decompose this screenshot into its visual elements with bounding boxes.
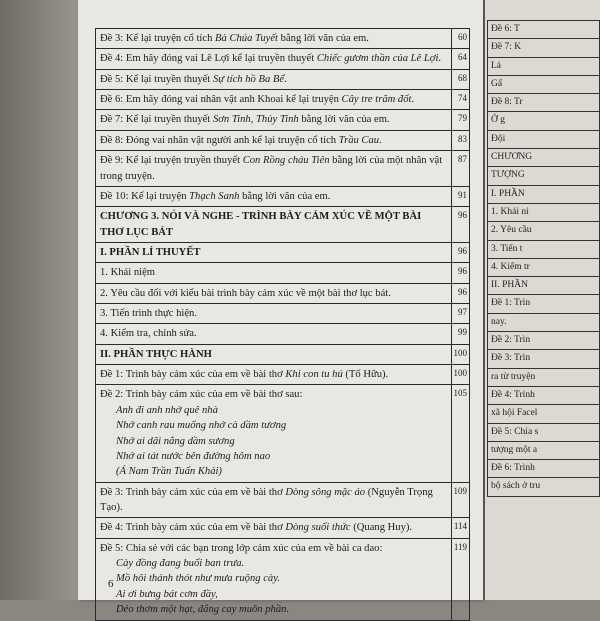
toc-page-number: 96 [451, 263, 470, 283]
toc-row [96, 49, 470, 69]
toc-page-number: 96 [451, 283, 470, 303]
poem-line: (Á Nam Trần Tuấn Khải) [116, 466, 222, 478]
toc-entry-text: Sơn Tinh, Thủy Tinh [212, 114, 299, 126]
toc-entry [96, 365, 452, 385]
right-toc-row [488, 460, 600, 478]
toc-entry-text: bằng lời văn của em. [278, 33, 369, 44]
right-toc-entry: I. PHẦN [488, 185, 600, 203]
toc-row [96, 207, 470, 243]
right-toc-row [488, 75, 600, 93]
right-toc-row [488, 258, 600, 276]
right-toc-row [488, 277, 600, 295]
toc-entry [96, 283, 452, 303]
toc-entry-text: Đề 8: Đóng vai nhân vật người anh kể lại truyện cổ tích [100, 134, 339, 146]
toc-entry-text: CHƯƠNG 3. NÓI VÀ NGHE - TRÌNH BÀY CẢM XÚC VỀ MỘT BÀI THƠ LỤC BÁT [100, 211, 422, 238]
toc-entry-text: II. PHẦN THỰC HÀNH [100, 348, 212, 360]
toc-entry-text: . [379, 134, 382, 146]
toc-row [96, 151, 470, 187]
toc-entry-text: (Tố Hữu). [342, 369, 389, 381]
toc-entry [96, 29, 452, 49]
right-toc-entry: ra từ truyện [488, 368, 600, 386]
right-toc-entry: CHƯƠNG [488, 149, 600, 167]
poem-line: Nhớ canh rau muống nhớ cà dầm tương [116, 420, 287, 432]
right-toc-row [488, 368, 600, 386]
toc-entry-text: . [411, 94, 415, 106]
toc-row [96, 324, 470, 344]
toc-row [96, 538, 470, 620]
toc-page-number: 74 [451, 90, 470, 110]
right-toc-entry: 4. Kiểm tr [488, 258, 600, 276]
toc-page-number: 109 [451, 482, 470, 518]
toc-row [96, 385, 470, 482]
toc-page-number: 68 [451, 69, 470, 89]
toc-entry [96, 69, 452, 89]
toc-entry [96, 263, 452, 283]
toc-entry-text: Đề 6: Em hãy đóng vai nhân vật anh Khoai kể lại truyện [100, 94, 342, 106]
toc-entry-text: bằng lời của một nhân vật trong truyện. [100, 155, 443, 182]
right-toc-entry: Gấ [488, 75, 600, 93]
right-toc-row [488, 240, 600, 258]
toc-entry-text: Đề 4: Em hãy đóng vai Lê Lợi kể lại truyền thuyết [100, 53, 317, 65]
background-edge [0, 0, 80, 600]
toc-entry-text: (Quang Huy). [350, 522, 413, 534]
toc-entry-text: bằng lời văn của em. [239, 190, 331, 202]
toc-entry-text: 2. Yêu cầu đối với kiểu bài trình bày cảm xúc về một bài thơ lục bát. [100, 287, 391, 299]
right-toc-row [488, 478, 600, 496]
toc-entry [96, 242, 452, 262]
right-toc-row [488, 167, 600, 185]
toc-row [96, 90, 470, 110]
poem-line: Cày đồng đang buổi ban trưa. [116, 558, 245, 570]
poem-line: Mồ hôi thánh thót như mưa ruộng cày. [116, 573, 280, 585]
toc-entry [96, 304, 452, 324]
toc-page-number: 105 [451, 385, 470, 482]
toc-row [96, 365, 470, 385]
toc-page-number: 79 [451, 110, 470, 130]
toc-row [96, 130, 470, 150]
toc-page-number: 97 [451, 304, 470, 324]
toc-entry [96, 385, 452, 482]
toc-entry-text: Đề 1: Trình bày cảm xúc của em về bài thơ [100, 369, 286, 381]
toc-entry-text: Đề 5: Kể lại truyền thuyết [100, 73, 213, 85]
right-toc-entry: xã hội Facel [488, 405, 600, 423]
toc-entry-text: Đề 5: Chia sẻ với các bạn trong lớp cảm xúc của em về bài ca dao: [100, 542, 383, 554]
toc-entry-text: Trầu Cau [338, 134, 380, 146]
toc-row [96, 69, 470, 89]
toc-page-number: 99 [451, 324, 470, 344]
poem-line: Anh đi anh nhớ quê nhà [116, 404, 218, 416]
toc-entry-text: Thạch Sanh [189, 190, 240, 202]
toc-page-number: 100 [451, 344, 470, 364]
toc-entry [96, 186, 452, 206]
toc-row [96, 186, 470, 206]
toc-entry [96, 538, 452, 620]
page-number: 6 [108, 578, 114, 590]
right-toc-entry: Đề 4: Trình [488, 386, 600, 404]
right-toc-row [488, 295, 600, 313]
toc-page-number: 87 [451, 151, 470, 187]
right-toc-entry: 3. Tiến t [488, 240, 600, 258]
poem-line: Nhớ ai tát nước bên đường hôm nao [116, 450, 271, 462]
right-toc-entry: II. PHẦN [488, 277, 600, 295]
toc-page-number: 91 [451, 186, 470, 206]
toc-entry-text: Đề 3: Trình bày cảm xúc của em về bài thơ [100, 486, 286, 498]
toc-row [96, 518, 470, 538]
toc-entry [96, 207, 452, 243]
right-toc-entry: Đề 7: K [488, 39, 600, 57]
right-toc-row [488, 313, 600, 331]
right-toc-row [488, 441, 600, 459]
toc-page-number: 100 [451, 365, 470, 385]
right-toc-entry: bộ sách ở tru [488, 478, 600, 496]
right-toc-entry: TƯỢNG [488, 167, 600, 185]
right-toc-row [488, 386, 600, 404]
toc-entry [96, 49, 452, 69]
toc-entry [96, 90, 452, 110]
right-toc-entry: Đề 2: Trìn [488, 332, 600, 350]
toc-entry [96, 482, 452, 518]
toc-entry-text: Khi con tu hú [285, 369, 343, 381]
toc-entry-text: Dòng sông mặc áo [285, 486, 366, 498]
toc-entry-text: Con Rồng cháu Tiên [242, 155, 330, 167]
toc-entry [96, 324, 452, 344]
toc-entry-text: 1. Khái niệm [100, 267, 156, 279]
right-toc-row [488, 332, 600, 350]
right-toc-table [487, 20, 600, 497]
toc-entry [96, 344, 452, 364]
toc-table [95, 28, 470, 621]
toc-entry-text: Dòng suối thức [285, 522, 351, 534]
right-toc-row [488, 423, 600, 441]
right-toc-entry: Đề 6: T [488, 21, 600, 39]
toc-entry-text: . [438, 53, 442, 65]
right-toc-row [488, 203, 600, 221]
toc-entry-text: (Nguyễn Trọng Tạo). [100, 486, 433, 513]
right-toc-row [488, 185, 600, 203]
toc-entry-text: Đề 3: Kể lại truyện cổ tích [100, 33, 216, 44]
toc-entry-text: . [284, 73, 287, 85]
toc-entry-text: I. PHẦN LÍ THUYẾT [100, 246, 201, 258]
toc-entry-text: Đề 10: Kể lại truyện [100, 190, 190, 202]
toc-entry-text: Đề 9: Kể lại truyện truyền thuyết [100, 155, 243, 167]
toc-row [96, 110, 470, 130]
right-toc-row [488, 112, 600, 130]
toc-entry-text: Đề 4: Trình bày cảm xúc của em về bài thơ [100, 522, 286, 534]
toc-entry-text: Chiếc gươm thần của Lê Lợi [316, 53, 439, 65]
right-toc-entry: Đề 5: Chia s [488, 423, 600, 441]
toc-entry [96, 151, 452, 187]
right-toc-entry: Đề 1: Trìn [488, 295, 600, 313]
toc-row [96, 263, 470, 283]
right-toc-entry: Lá [488, 57, 600, 75]
toc-page-number: 83 [451, 130, 470, 150]
right-toc-row [488, 39, 600, 57]
right-toc-entry: 2. Yêu cầu [488, 222, 600, 240]
toc-entry-text: Đề 2: Trình bày cảm xúc của em về bài thơ sau: [100, 389, 303, 401]
toc-row [96, 242, 470, 262]
toc-page-number: 96 [451, 207, 470, 243]
right-toc-row [488, 130, 600, 148]
right-toc-row [488, 149, 600, 167]
toc-entry [96, 130, 452, 150]
toc-page-number: 114 [451, 518, 470, 538]
toc-row [96, 283, 470, 303]
toc-row [96, 29, 470, 49]
toc-row [96, 482, 470, 518]
right-toc-entry: Đội [488, 130, 600, 148]
toc-entry-text: bằng lời văn của em. [298, 114, 390, 126]
toc-entry-text: Đề 7: Kể lại truyền thuyết [100, 114, 213, 126]
right-toc-row [488, 94, 600, 112]
poem-line: Nhớ ai dãi nắng dầm sương [116, 435, 235, 447]
toc-entry [96, 518, 452, 538]
right-toc-row [488, 222, 600, 240]
toc-page-number: 64 [451, 49, 470, 69]
right-toc-row [488, 350, 600, 368]
right-toc-entry: Ở g [488, 112, 600, 130]
right-toc-entry: nay. [488, 313, 600, 331]
right-toc-row [488, 21, 600, 39]
right-toc-row [488, 57, 600, 75]
toc-page-number: 60 [451, 29, 470, 49]
toc-page-number: 119 [451, 538, 470, 620]
right-toc-row [488, 405, 600, 423]
toc-entry-text: 4. Kiểm tra, chỉnh sửa. [100, 328, 197, 340]
toc-entry-text: Sự tích hồ Ba Bể [212, 73, 285, 85]
right-toc-entry: tượng một a [488, 441, 600, 459]
toc-page-number: 96 [451, 242, 470, 262]
toc-row [96, 304, 470, 324]
toc-entry-text: Cây tre trăm đốt [341, 94, 412, 106]
right-toc-entry: Đề 8: Tr [488, 94, 600, 112]
toc-entry-text: 3. Tiến trình thực hiện. [100, 308, 197, 320]
toc-entry [96, 110, 452, 130]
poem-line: Ai ơi bưng bát cơm đầy, [116, 588, 218, 600]
right-toc-entry: 1. Khái ni [488, 203, 600, 221]
right-toc-entry: Đề 6: Trình [488, 460, 600, 478]
right-toc-entry: Đề 3: Trìn [488, 350, 600, 368]
toc-entry-text: Bà Chúa Tuyết [215, 33, 279, 44]
poem-line: Dẻo thơm một hạt, đắng cay muôn phần. [116, 604, 290, 616]
toc-row [96, 344, 470, 364]
